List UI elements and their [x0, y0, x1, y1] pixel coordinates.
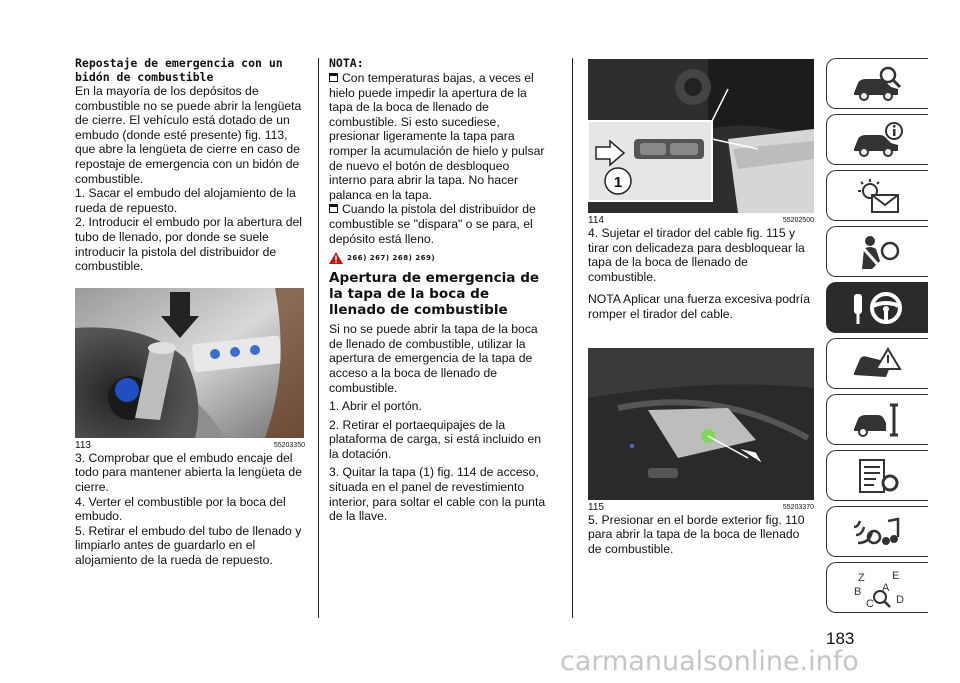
figure-113-photo: [75, 288, 304, 438]
note-2: Cuando la pistola del distribuidor de combustible se "dispara" o se para, el depósito está lleno.: [329, 202, 536, 246]
paragraph-intro: En la mayoría de los depósitos de combustible no se puede abrir la lengüeta de cierre. El vehículo está dotado de un embudo (donde esté presente) fig. 113, que abre la lengüeta de cierre en caso de repostaje de emergencia con un bidón de combustible.: [75, 84, 302, 186]
svg-text:C: C: [865, 597, 874, 609]
tab-safety[interactable]: [826, 226, 928, 277]
column-2: [329, 56, 549, 524]
figure-113-code: 55203350: [273, 441, 305, 449]
figure-115-code: 55203370: [782, 503, 814, 511]
warning-references: [329, 252, 549, 264]
column-1: [75, 56, 305, 567]
step-3-remove-panel: 3. Quitar la tapa (1) fig. 114 de acceso, situada en el panel de revestimiento interior, para soltar el cable con la punta de la llave.: [329, 465, 546, 524]
figure-114-callout: 1: [613, 174, 623, 191]
alphabetical-index-icon: [848, 567, 908, 609]
tab-getting-to-know[interactable]: [826, 58, 928, 109]
note-label: NOTA:: [329, 56, 364, 70]
tab-warning-messages[interactable]: [826, 170, 928, 221]
note-bullet-icon: [329, 73, 338, 82]
column-3: [588, 59, 814, 556]
tab-multimedia[interactable]: [826, 506, 928, 557]
tab-starting-driving[interactable]: [826, 282, 928, 333]
figure-113: [75, 288, 305, 451]
figure-115-number: 115: [588, 501, 604, 513]
step-1: 1. Sacar el embudo del alojamiento de la rueda de repuesto.: [75, 186, 296, 215]
tab-technical-data[interactable]: [826, 450, 928, 501]
figure-115-photo: [588, 348, 814, 500]
seatbelt-airbag-icon: [850, 233, 906, 271]
svg-text:Z: Z: [857, 571, 865, 584]
figure-113-number: 113: [75, 439, 91, 451]
step-4: 4. Verter el combustible por la boca del embudo.: [75, 494, 286, 524]
note-bullet-icon: [329, 204, 338, 213]
figure-115: [588, 348, 814, 513]
warning-refs-text: 266) 267) 268) 269): [347, 254, 436, 263]
column-divider-2: [572, 58, 573, 618]
step-2: 2. Introducir el embudo por la abertura del tubo de llenado, por donde se suele introducir la pistola del distribuidor de combustible.: [75, 215, 302, 274]
specs-gear-icon: [850, 457, 906, 495]
step-1-open-tailgate: 1. Abrir el portón.: [329, 399, 422, 414]
watermark: carmanualsonline.info: [560, 646, 859, 677]
figure-114-number: 114: [588, 215, 604, 226]
car-info-icon: [850, 121, 906, 159]
svg-text:E: E: [891, 569, 899, 582]
paragraph-intro-2: Si no se puede abrir la tapa de la boca de llenado de combustible, utilizar la apertura de emergencia de la tapa de acceso a la boca de llenado de combustible.: [329, 322, 538, 395]
step-5: 5. Retirar el embudo del tubo de llenado y limpiarlo antes de guardarlo en el alojamiento de la rueda de repuesto.: [75, 523, 302, 567]
figure-114: [588, 59, 814, 226]
svg-text:A: A: [881, 581, 889, 594]
car-wrench-icon: [850, 401, 906, 439]
step-2-remove-cover: 2. Retirar el portaequipajes de la plataforma de carga, si está incluido en la dotación.: [329, 417, 542, 461]
page-number: 183: [826, 629, 855, 648]
tab-maintenance[interactable]: [826, 394, 928, 445]
step-3: 3. Comprobar que el embudo encaje del todo para mantener abierta la lengüeta de cierre.: [75, 450, 302, 494]
step-4-pull-cable: 4. Sujetar el tirador del cable fig. 115 y tirar con delicadeza para desbloquear la tapa de la boca de llenado de combustible.: [588, 226, 805, 284]
note-cable: NOTA Aplicar una fuerza excesiva podría romper el tirador del cable.: [588, 292, 810, 321]
multimedia-music-icon: [850, 513, 906, 551]
svg-text:B: B: [853, 585, 861, 598]
car-crash-warning-icon: [850, 345, 906, 383]
tab-emergency[interactable]: [826, 338, 928, 389]
step-5-press-edge: 5. Presionar en el borde exterior fig. 110 para abrir la tapa de la boca de llenado de combustible.: [588, 512, 805, 556]
svg-text:D: D: [895, 593, 904, 606]
column-divider-1: [318, 58, 319, 618]
section-heading-emergency-refuel: Repostaje de emergencia con un bidón de combustible: [75, 56, 283, 84]
figure-114-code: 55202500: [782, 217, 814, 224]
car-search-icon: [850, 65, 906, 103]
key-steering-wheel-icon: [848, 288, 908, 328]
figure-114-photo: [588, 59, 814, 213]
tab-dashboard-info[interactable]: [826, 114, 928, 165]
note-1: Con temperaturas bajas, a veces el hielo puede impedir la apertura de la tapa de la boca de llenado de combustible. Si esto sucediese, presionar ligeramente la tapa para romper la acumulación de hielo y pulsar de nuevo el botón de desbloqueo interno para abrir la tapa. No hacer palanca en la tapa.: [329, 71, 545, 202]
section-heading-emergency-flap: Apertura de emergencia de la tapa de la boca de llenado de combustible: [329, 270, 540, 319]
warning-light-envelope-icon: [850, 177, 906, 215]
tab-index[interactable]: [826, 562, 928, 613]
warning-triangle-icon: [329, 252, 343, 264]
